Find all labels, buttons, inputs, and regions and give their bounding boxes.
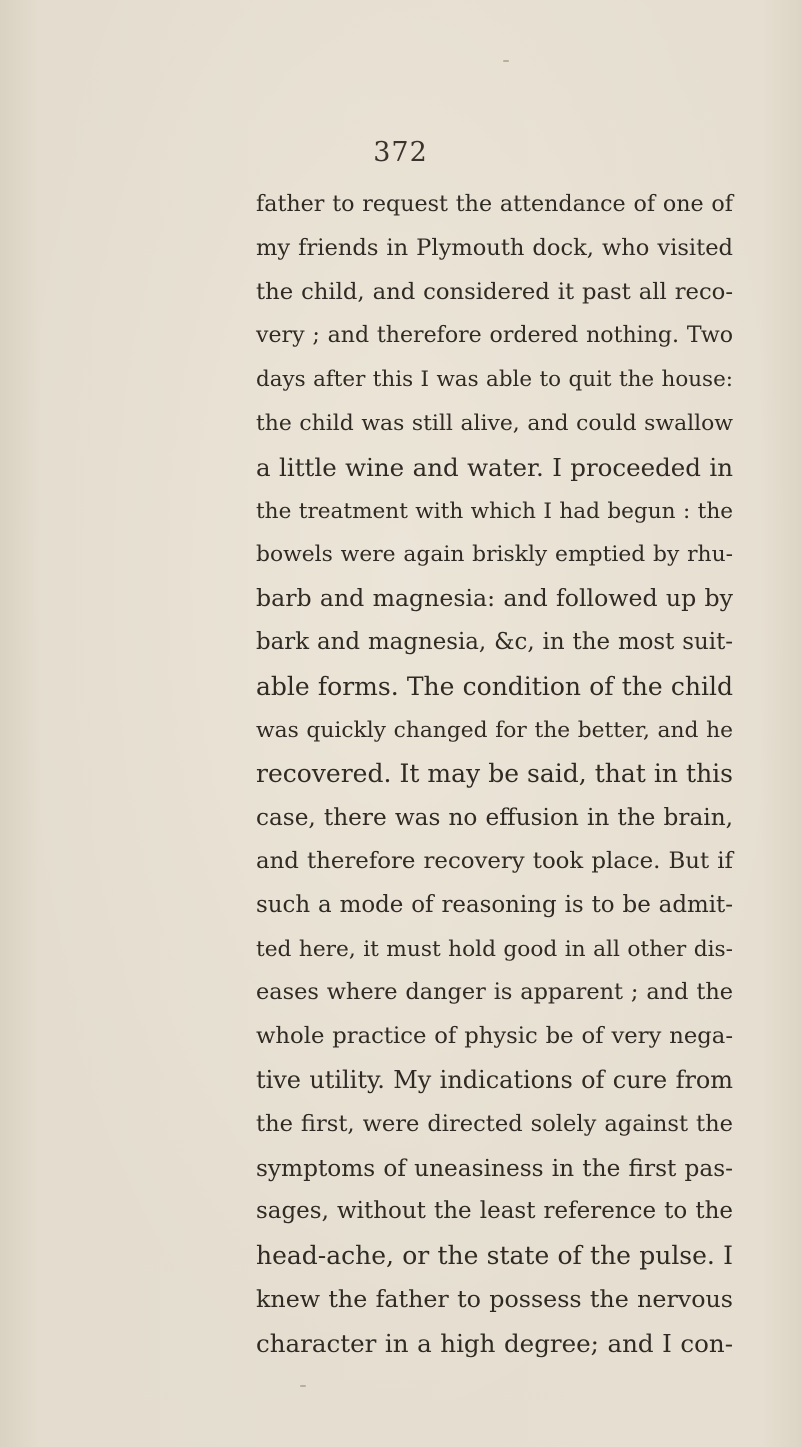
text-line: ted here, it must hold good in all other dis- [256,936,733,962]
page-number: 372 [373,137,428,168]
text-line: able forms. The condition of the child [256,671,733,701]
text-line: days after this I was able to quit the house: [256,367,733,393]
text-line: the child, and considered it past all reco- [256,278,733,305]
text-line: bowels were again briskly emptied by rhu- [256,542,733,568]
text-line: eases where danger is apparent ; and the [256,979,733,1006]
text-line: bark and magnesia, &c, in the most suit- [256,628,733,655]
text-line: father to request the attendance of one of [256,191,733,217]
paper-speck [503,60,509,62]
text-line: very ; and therefore ordered nothing. Two [256,323,733,349]
paper-speck [300,1385,306,1387]
text-line: knew the father to possess the nervous [256,1284,733,1313]
text-line: my friends in Plymouth dock, who visited [256,234,733,261]
text-line: symptoms of uneasiness in the first pas- [256,1154,733,1182]
text-line: sages, without the least reference to the [256,1198,733,1225]
text-line: was quickly changed for the better, and he [256,717,733,743]
text-line: recovered. It may be said, that in this [256,759,733,789]
text-line: a little wine and water. I proceeded in [256,452,733,482]
text-line: barb and magnesia: and followed up by [256,584,733,613]
text-line: the treatment with which I had begun : the [256,498,733,524]
text-line: tive utility. My indications of cure from [256,1065,733,1094]
text-line: whole practice of physic be of very nega- [256,1023,733,1050]
text-line: and therefore recovery took place. But if [256,847,733,874]
text-line: the child was still alive, and could swallow [256,410,733,436]
text-line: the first, were directed solely against the [256,1110,733,1137]
text-line: head-ache, or the state of the pulse. I [256,1241,733,1271]
text-line: character in a high degree; and I con- [256,1328,733,1358]
text-line: such a mode of reasoning is to be admit- [256,891,733,918]
body-text [256,183,733,1366]
text-line: case, there was no effusion in the brain, [256,804,733,832]
